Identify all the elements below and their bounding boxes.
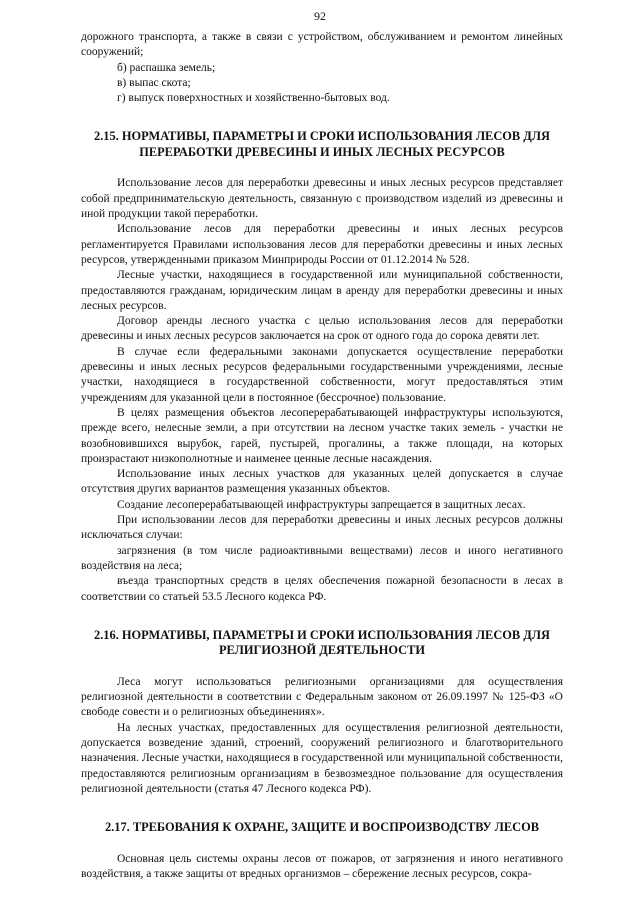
paragraph: Лесные участки, находящиеся в государственной или муниципальной собственности, предоставляются гражданам, юридическим лицам в аренду для переработки древесины и иных лесных ресурсов. xyxy=(81,269,563,312)
list-item: г) выпуск поверхностных и хозяйственно-бытовых вод. xyxy=(117,92,390,105)
paragraph: Использование лесов для переработки древесины и иных лесных ресурсов регламентируется Правилами использования лесов для переработки древесины и иных лесных ресурсов, утвержденными приказом Минприроды России от 01.12.2014 № 528. xyxy=(81,223,563,266)
paragraph: Леса могут использоваться религиозными организациями для осуществления религиозной деятельности в соответствии с Федеральным законом от 26.09.1997 № 125-ФЗ «О свободе совести и о религиозных объединениях». xyxy=(81,675,563,719)
paragraph: В целях размещения объектов лесоперерабатывающей инфраструктуры используются, прежде всего, нелесные земли, а при отсутствии на лесном участке таких земель - участки не возобновившихся вырубок, гарей, пустырей, прогалины, а также площади, на которых произрастают низкополнотные и наименее ценные лесные насаждения. xyxy=(81,406,563,465)
section-heading-2-17: 2.17. ТРЕБОВАНИЯ К ОХРАНЕ, ЗАЩИТЕ И ВОСПРОИЗВОДСТВУ ЛЕСОВ xyxy=(104,820,540,835)
section-heading-2-15: 2.15. НОРМАТИВЫ, ПАРАМЕТРЫ И СРОКИ ИСПОЛЬЗОВАНИЯ ЛЕСОВ ДЛЯ ПЕРЕРАБОТКИ ДРЕВЕСИНЫ И ИНЫХ ЛЕСНЫХ РЕСУРСОВ xyxy=(94,129,550,159)
paragraph: загрязнения (в том числе радиоактивными веществами) лесов и иного негативного воздействия на леса; xyxy=(81,544,563,572)
paragraph: Основная цель системы охраны лесов от пожаров, от загрязнения и иного негативного воздействия, а также защиты от вредных организмов – сбережение лесных ресурсов, сокра- xyxy=(81,852,563,880)
paragraph: Использование иных лесных участков для указанных целей допускается в случае отсутствия других вариантов размещения указанных объектов. xyxy=(81,468,563,496)
paragraph: Использование лесов для переработки древесины и иных лесных ресурсов представляет собой предпринимательскую деятельность, связанную с производством изделий из древесины и иной продукции такой переработки. xyxy=(81,177,563,221)
paragraph: При использовании лесов для переработки древесины и иных лесных ресурсов должны исключаться случаи: xyxy=(81,514,563,542)
page-number: 92 xyxy=(314,9,326,23)
paragraph: Договор аренды лесного участка с целью использования лесов для переработки древесины и иных лесных ресурсов заключается на срок от одного года до сорока девяти лет. xyxy=(81,315,563,343)
page-content xyxy=(81,30,563,882)
paragraph: На лесных участках, предоставленных для осуществления религиозной деятельности, допускается возведение зданий, строений, сооружений религиозного и благотворительного назначения. Лесные участки, находящиеся в государственной или муниципальной собственности, предоставляются религиозным организациям в безвозмездное пользование для осуществления религиозной деятельности (статья 47 Лесного кодекса РФ). xyxy=(81,721,563,795)
list-item: б) распашка земель; xyxy=(117,61,216,74)
paragraph: въезда транспортных средств в целях обеспечения пожарной безопасности в лесах в соответствии со статьей 53.5 Лесного кодекса РФ. xyxy=(81,575,563,603)
list-item: в) выпас скота; xyxy=(117,76,191,89)
section-heading-2-16: 2.16. НОРМАТИВЫ, ПАРАМЕТРЫ И СРОКИ ИСПОЛЬЗОВАНИЯ ЛЕСОВ ДЛЯ РЕЛИГИОЗНОЙ ДЕЯТЕЛЬНОСТИ xyxy=(94,627,550,658)
paragraph: В случае если федеральными законами допускается осуществление переработки древесины и иных лесных ресурсов федеральными государственными учреждениями, лесные участки, находящиеся в государственной собственности, могут предоставляться этим учреждениям для указанной цели в постоянное (бессрочное) пользование. xyxy=(81,345,563,404)
intro-paragraph: дорожного транспорта, а также в связи с устройством, обслуживанием и ремонтом линейных сооружений; xyxy=(81,31,563,59)
paragraph: Создание лесоперерабатывающей инфраструктуры запрещается в защитных лесах. xyxy=(117,498,526,511)
